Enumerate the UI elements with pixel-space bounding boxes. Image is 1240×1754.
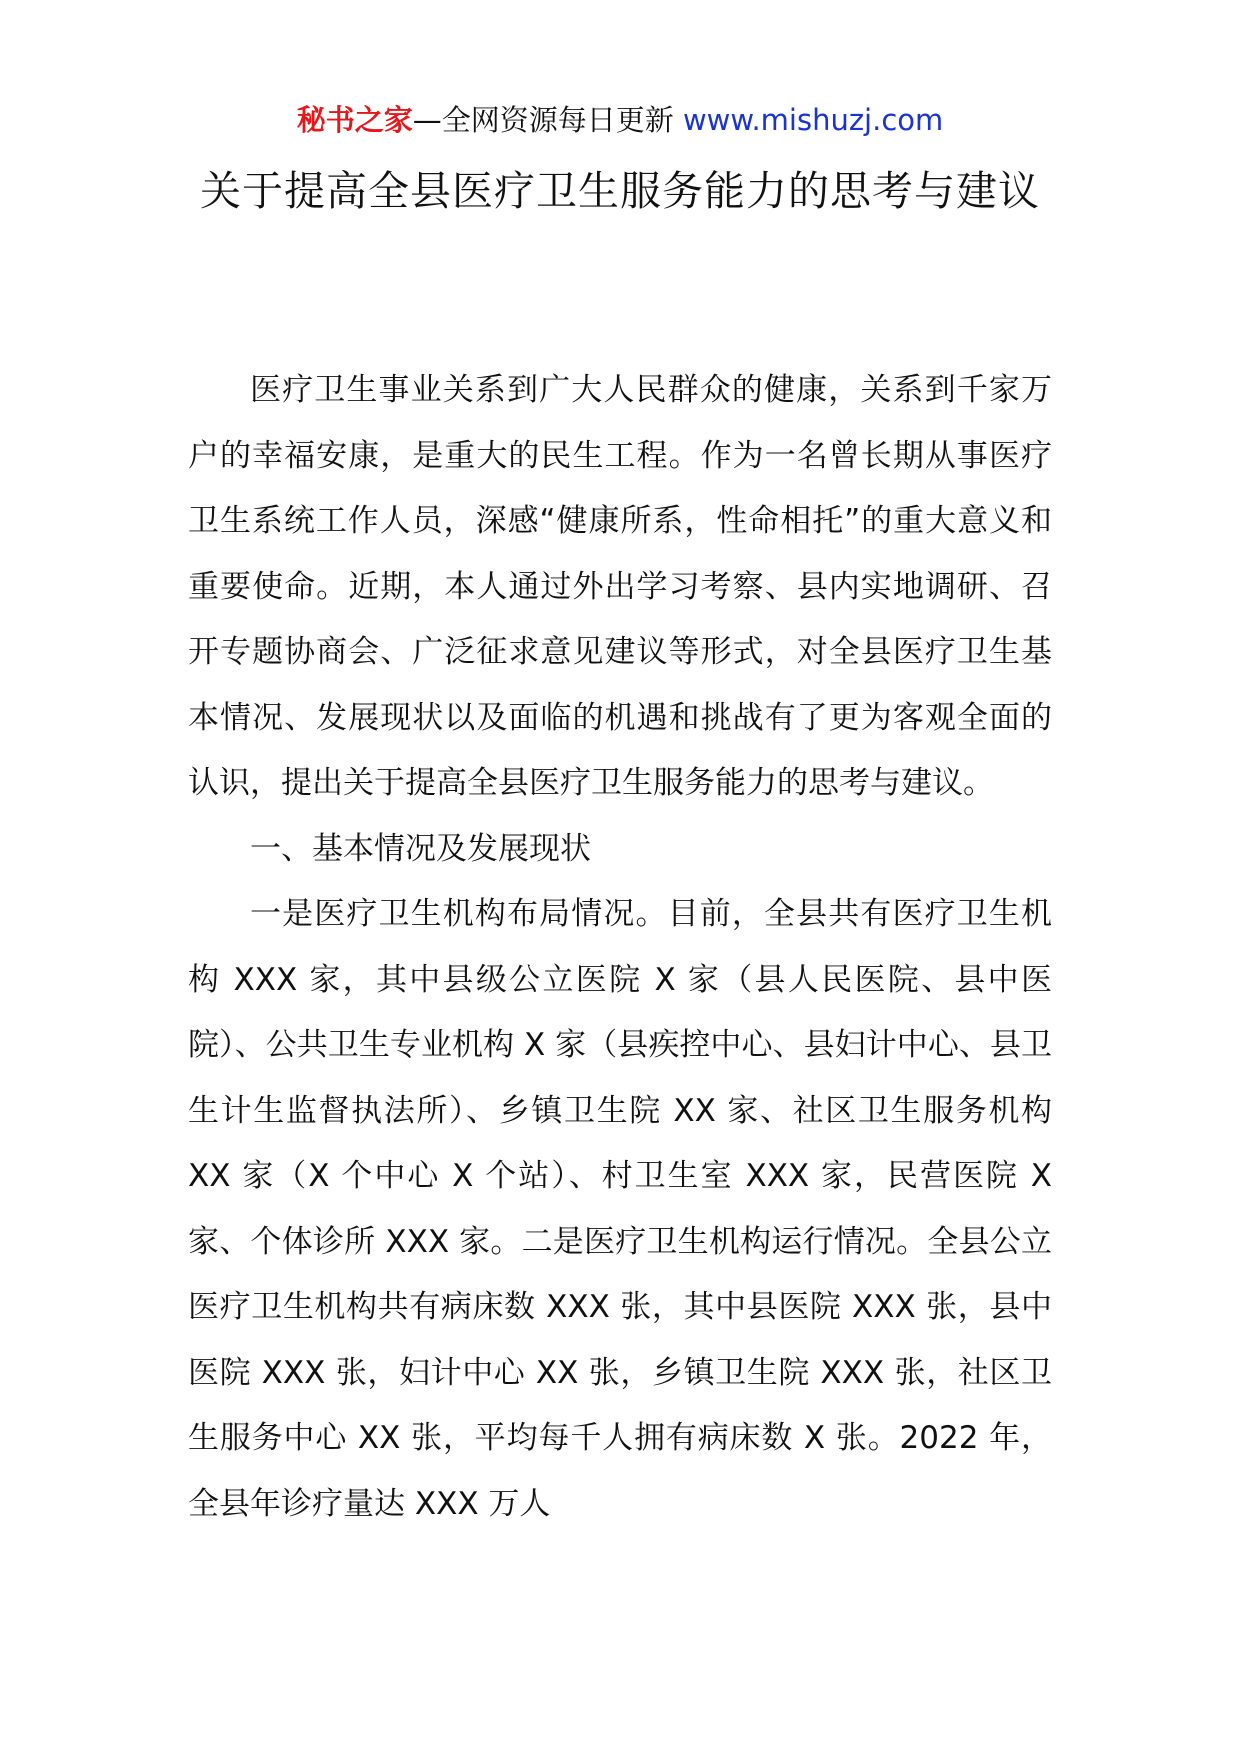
- document-title: 关于提高全县医疗卫生服务能力的思考与建议: [200, 167, 1040, 215]
- site-tagline: —全网资源每日更新: [412, 103, 683, 137]
- site-url-link[interactable]: www.mishuzj.com: [682, 103, 944, 137]
- section-heading: 一、基本情况及发展现状: [250, 830, 591, 867]
- site-header: [0, 100, 1240, 140]
- intro-paragraph: 医疗卫生事业关系到广大人民群众的健康，关系到千家万户的幸福安康，是重大的民生工程。作为一名曾长期从事医疗卫生系统工作人员，深感“健康所系，性命相托”的重大意义和重要使命。近期，本人通过外出学习考察、县内实地调研、召开专题协商会、广泛征求意见建议等形式，对全县医疗卫生基本情况、发展现状以及面临的机遇和挑战有了更为客观全面的认识，提出关于提高全县医疗卫生服务能力的思考与建议。: [188, 372, 1052, 801]
- document-body: [188, 358, 1052, 1537]
- site-brand: 秘书之家: [296, 103, 413, 137]
- body-paragraph: 一是医疗卫生机构布局情况。目前，全县共有医疗卫生机构 XXX 家，其中县级公立医院 X 家（县人民医院、县中医院）、公共卫生专业机构 X 家（县疾控中心、县妇计中心、县卫生计生监督执法所）、乡镇卫生院 XX 家、社区卫生服务机构 XX 家（X 个中心 X 个站）、村卫生室 XXX 家，民营医院 X 家、个体诊所 XXX 家。二是医疗卫生机构运行情况。全县公立医疗卫生机构共有病床数 XXX 张，其中县医院 XXX 张，县中医院 XXX 张，妇计中心 XX 张，乡镇卫生院 XXX 张，社区卫生服务中心 XX 张，平均每千人拥有病床数 X 张。2022 年，全县年诊疗量达 XXX 万人: [188, 896, 1052, 1522]
